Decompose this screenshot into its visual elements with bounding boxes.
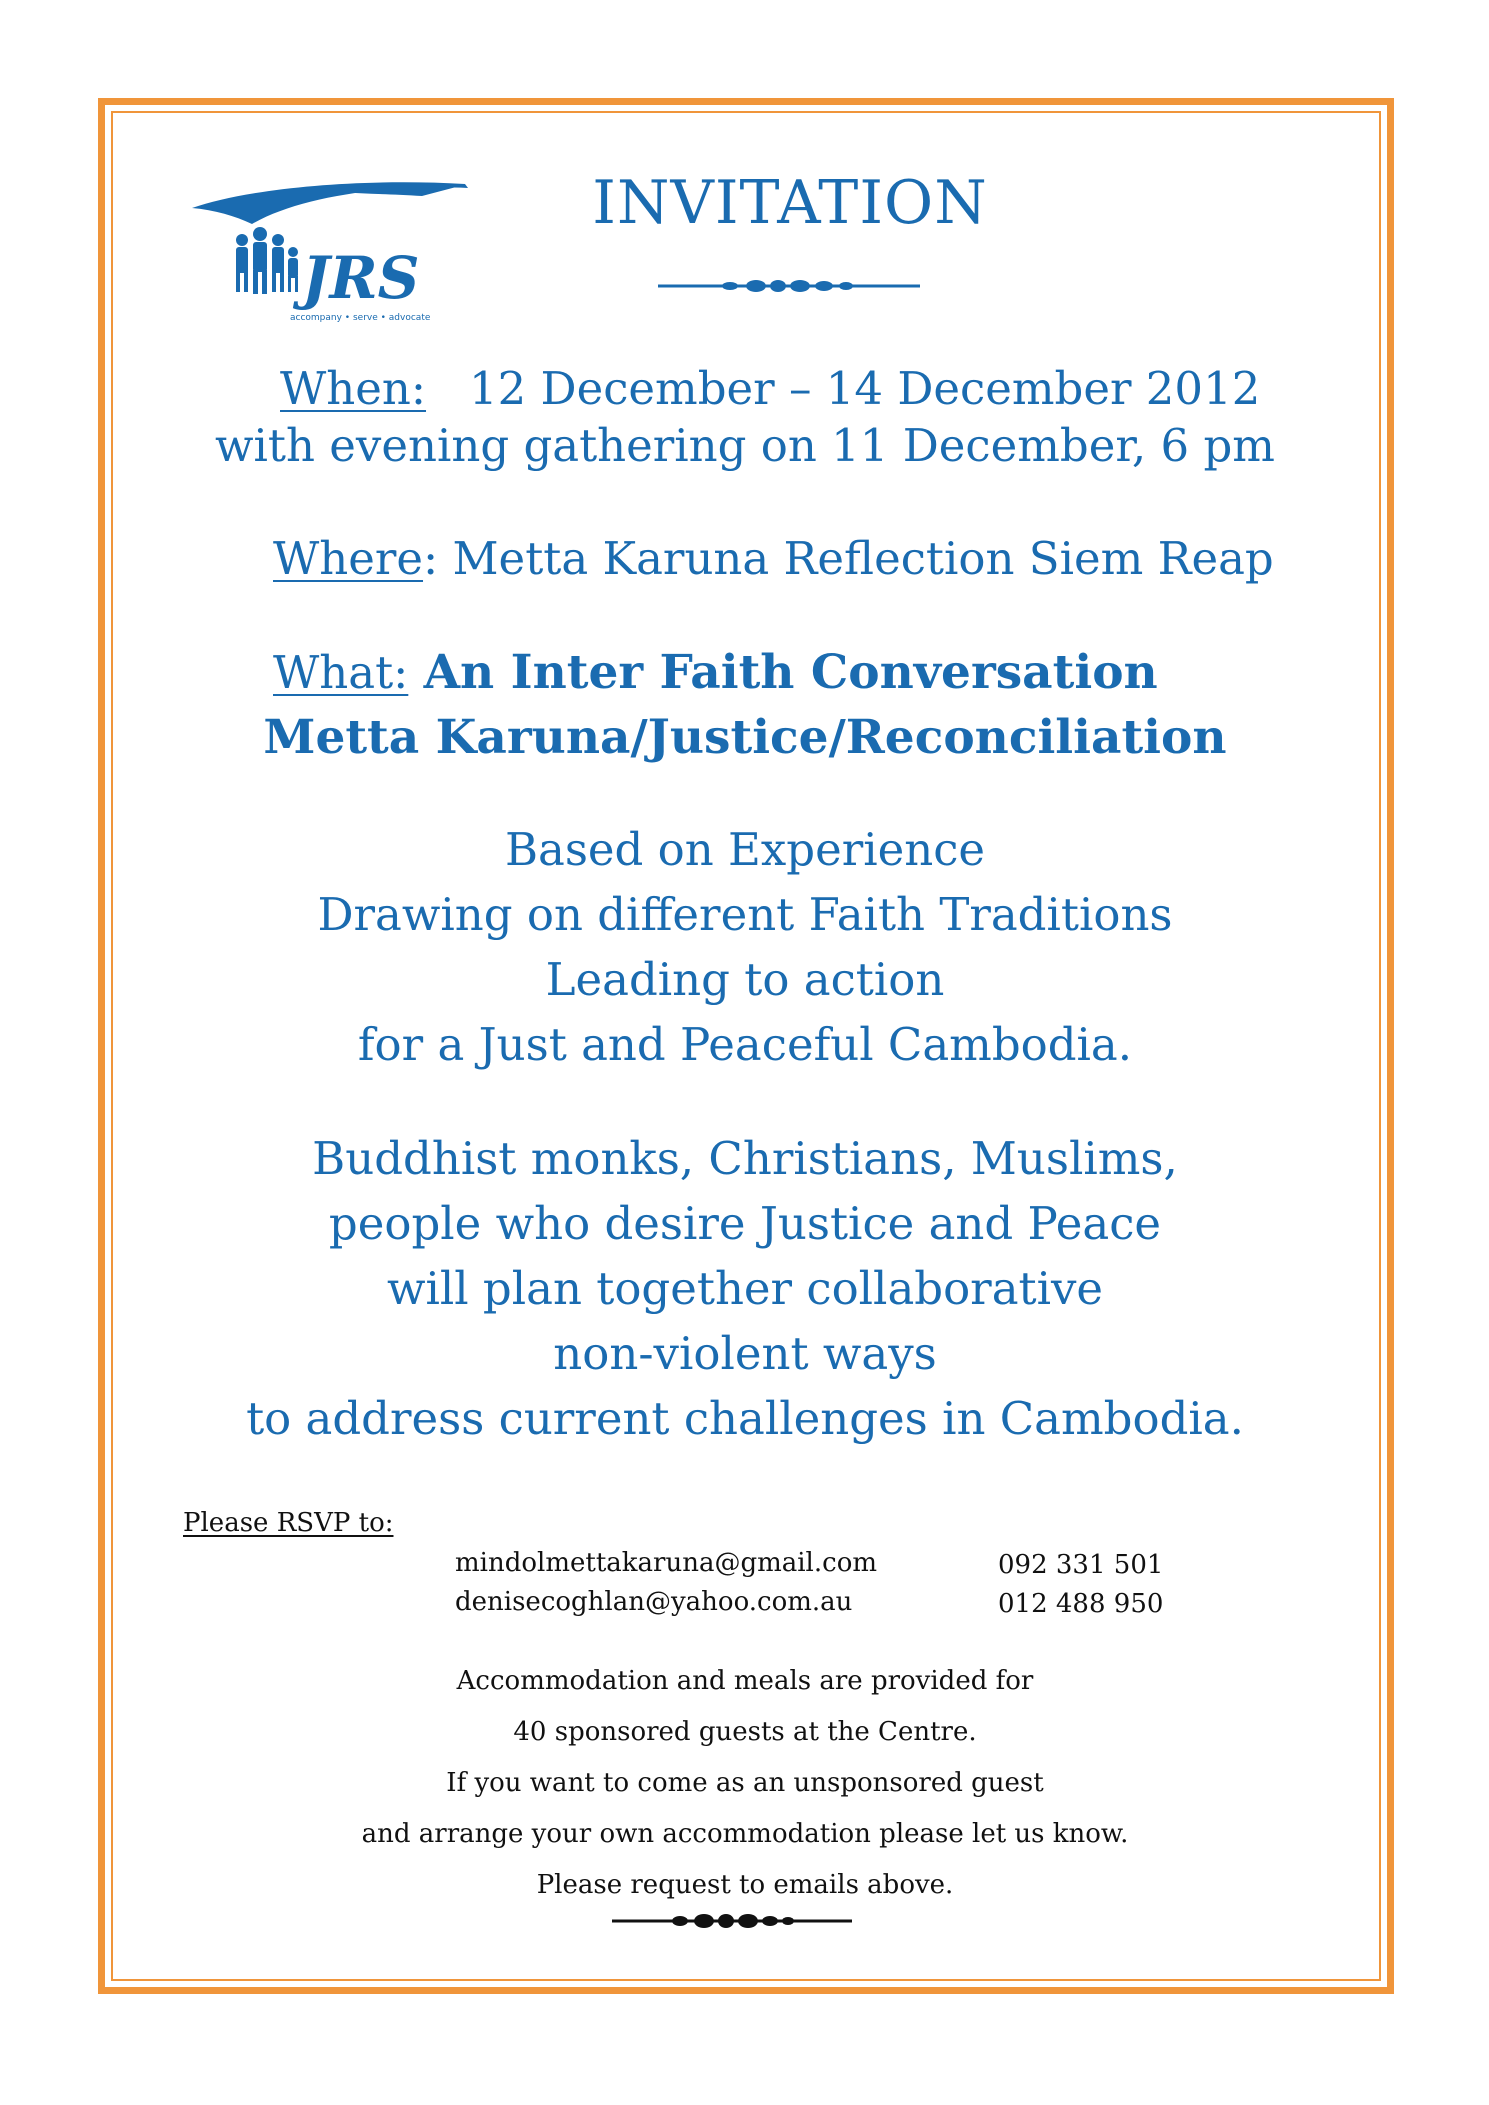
when-line <box>280 362 1260 415</box>
footer-line: Accommodation and meals are provided for <box>456 1666 1034 1696</box>
where-label: Where <box>273 532 424 585</box>
when-value: 12 December – 14 December 2012 <box>468 362 1261 415</box>
logo-text: JRS <box>302 244 420 312</box>
what-value: An Inter Faith Conversation <box>423 645 1158 700</box>
footer-line: Please request to emails above. <box>536 1870 954 1900</box>
when-label: When: <box>280 362 427 415</box>
contact-email[interactable]: denisecoghlan@yahoo.com.au <box>455 1587 853 1617</box>
paragraph2-line: people who desire Justice and Peace <box>328 1197 1162 1250</box>
people-icon <box>236 227 298 294</box>
paragraph1-line: Leading to action <box>545 953 945 1006</box>
paragraph2-line: to address current challenges in Cambodia. <box>246 1392 1244 1445</box>
footer-line: If you want to come as an unsponsored guest <box>446 1768 1044 1798</box>
paragraph1-line: Based on Experience <box>504 823 986 876</box>
ornament-divider-bottom <box>612 1910 852 1932</box>
paragraph2-line: will plan together collaborative <box>386 1262 1104 1315</box>
paragraph1-line: Drawing on different Faith Traditions <box>317 888 1173 941</box>
what-line <box>273 645 1158 700</box>
page-title: INVITATION <box>592 168 988 238</box>
paragraph2-line: Buddhist monks, Christians, Muslims, <box>312 1132 1178 1185</box>
contact-phone[interactable]: 012 488 950 <box>998 1589 1164 1619</box>
contact-phone[interactable]: 092 331 501 <box>998 1550 1164 1580</box>
contact-email[interactable]: mindolmettakaruna@gmail.com <box>455 1548 878 1578</box>
where-line <box>273 532 1274 585</box>
what-line2: Metta Karuna/Justice/Reconciliation <box>263 710 1227 765</box>
ornament-divider-top <box>658 276 920 296</box>
jrs-logo <box>190 178 480 328</box>
footer-line: and arrange your own accommodation please let us know. <box>361 1819 1129 1849</box>
rsvp-label: Please RSVP to: <box>183 1508 394 1538</box>
logo-tagline: accompany • serve • advocate <box>290 313 431 323</box>
footer-line: 40 sponsored guests at the Centre. <box>513 1717 977 1747</box>
paragraph2-line: non-violent ways <box>553 1327 937 1380</box>
when-line2: with evening gathering on 11 December, 6 pm <box>215 419 1275 472</box>
what-label: What: <box>273 646 409 699</box>
paragraph1-line: for a Just and Peaceful Cambodia. <box>357 1018 1133 1071</box>
where-value: : Metta Karuna Reflection Siem Reap <box>423 532 1274 585</box>
